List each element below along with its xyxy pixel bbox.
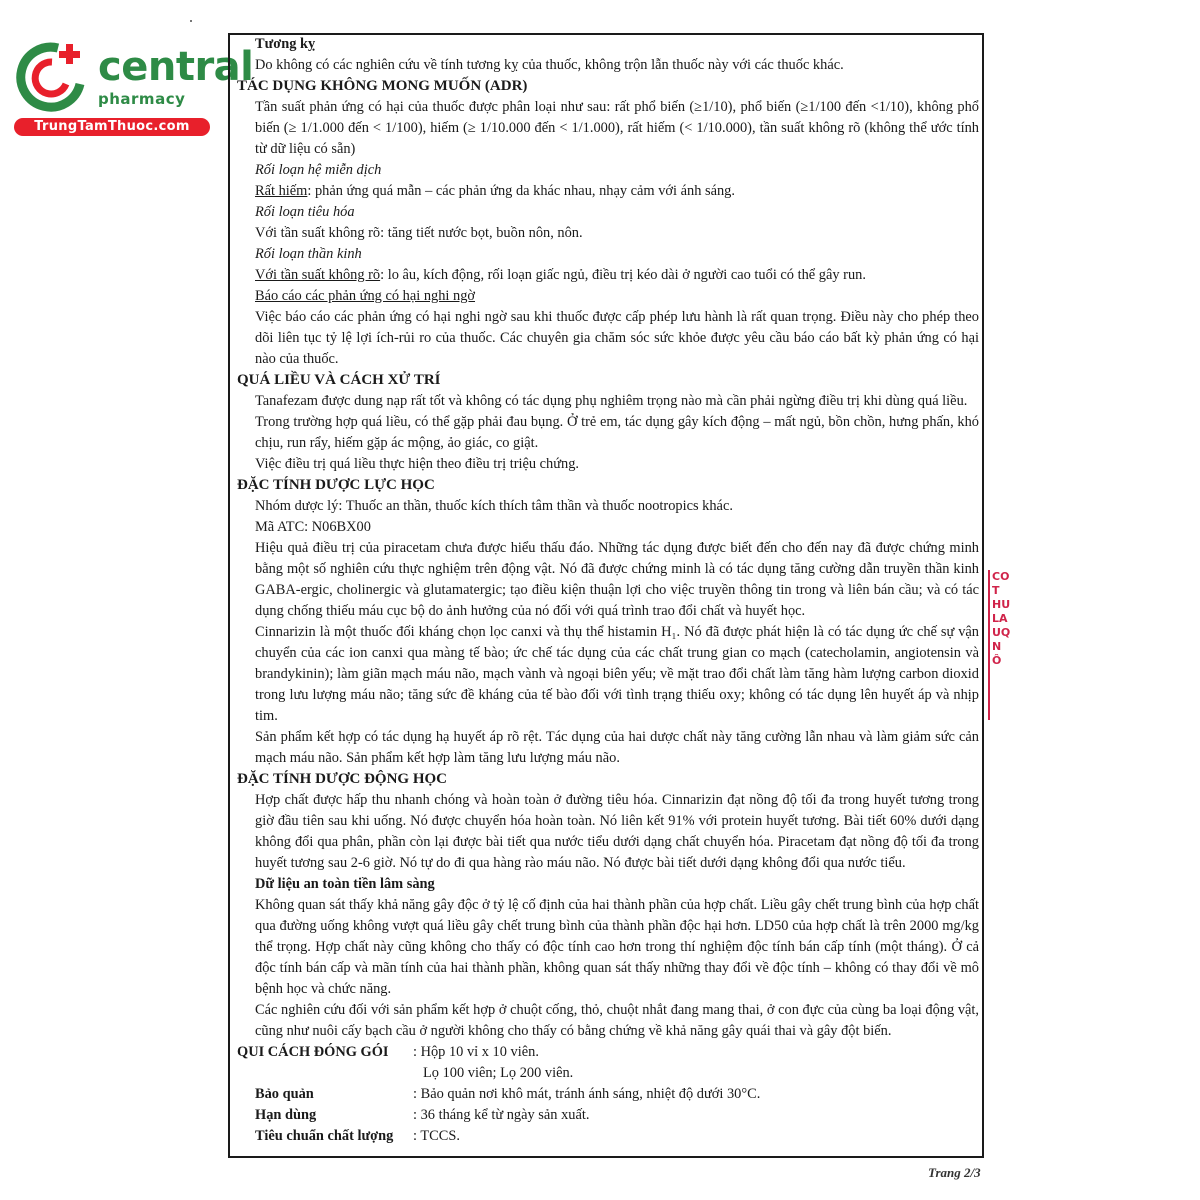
spec-packaging-value: : Hộp 10 vỉ x 10 viên.: [413, 1044, 539, 1060]
adr-neuro-title: Rối loạn thần kinh: [255, 246, 362, 262]
spec-storage: [237, 1084, 979, 1105]
adr-neuro-label: Với tần suất không rõ: [255, 267, 381, 283]
pharmacy-logo: [10, 36, 254, 136]
spec-standard: [237, 1126, 979, 1147]
pharmacodynamics-group: Nhóm dược lý: Thuốc an thần, thuốc kích thích tâm thần và thuốc nootropics khác.: [255, 498, 733, 514]
adr-intro: Tần suất phản ứng có hại của thuốc được phân loại như sau: rất phổ biến (≥1/10), phổ biến (≥1/100 đến <1/10), không phổ biến (≥ 1/1.000 đến < 1/100), hiếm (≥ 1/10.000 đến < 1/1.000), rất hiếm (< 1/10.000), tần suất không rõ (không thể ước tính từ dữ liệu có sẵn): [255, 99, 979, 157]
pharmacodynamics-title: ĐẶC TÍNH DƯỢC LỰC HỌC: [237, 477, 435, 493]
spec-standard-value: : TCCS.: [413, 1128, 460, 1144]
red-approval-stamp: CO T HU LA UQ N Ô: [988, 570, 1006, 720]
pharmacokinetics-p1: Hợp chất được hấp thu nhanh chóng và hoàn toàn ở đường tiêu hóa. Cinnarizin đạt nồng độ tối đa trong huyết tương trong giờ đầu tiên sau khi uống. Nó được chuyển hóa hoàn toàn. Nó liên kết 91% với protein huyết tương. Bài tiết 60% dưới dạng không đổi qua phân, phần còn lại được bài tiết qua nước tiểu dưới dạng chất chuyển hóa. Piracetam đạt nồng độ tối đa trong huyết tương sau 2-6 giờ. Nó tự do đi qua hàng rào máu não. Nó được bài tiết dưới dạng không đổi qua nước tiểu.: [255, 792, 979, 871]
logo-website: TrungTamThuoc.com: [14, 118, 210, 136]
adr-report-text: Việc báo cáo các phản ứng có hại nghi ngờ sau khi thuốc được cấp phép lưu hành là rất quan trọng. Điều này cho phép theo dõi liên tục tỷ lệ lợi ích-rủi ro của thuốc. Các chuyên gia chăm sóc sức khỏe được yêu cầu báo cáo bất kỳ phản ứng có hại nào của thuốc.: [255, 309, 979, 367]
adr-neuro-text: : lo âu, kích động, rối loạn giấc ngủ, điều trị kéo dài ở người cao tuổi có thể gây run.: [380, 267, 866, 283]
incompat-title: Tương kỵ: [255, 36, 316, 52]
spec-packaging-label: QUI CÁCH ĐÓNG GÓI: [237, 1044, 389, 1060]
spec-standard-label: Tiêu chuẩn chất lượng: [255, 1128, 394, 1144]
logo-c-cross-icon: [14, 40, 86, 112]
adr-neuro-item: [237, 265, 979, 286]
overdose-p3: Việc điều trị quá liều thực hiện theo điều trị triệu chứng.: [255, 456, 580, 472]
adr-gi-title: Rối loạn tiêu hóa: [255, 204, 355, 220]
scan-speck: [190, 20, 192, 22]
adr-report-title: Báo cáo các phản ứng có hại nghi ngờ: [255, 288, 476, 304]
preclinical-p1: Không quan sát thấy khả năng gây độc ở tỷ lệ cố định của hai thành phần của hợp chất. Liều gây chết trung bình của hợp chất qua đường uống không vượt quá liều gây chết trung bình của thành phần độc hại hơn. LD50 của hợp chất là trên 2000 mg/kg thể trọng. Hợp chất này cũng không cho thấy có độc tính cao hơn trong thí nghiệm độc tính bán cấp tính (một tháng). Ở cả độc tính bán cấp và mãn tính của hai thành phần, không quan sát thấy những thay đổi về độc tính – không có thay đổi về mô bệnh học và chức năng.: [255, 897, 979, 997]
pharmacodynamics-p2: Cinnarizin là một thuốc đối kháng chọn lọc canxi và thụ thể histamin H₁. Nó đã được phát hiện là có tác dụng ức chế sự vận chuyển của các ion canxi qua màng tế bào; ức chế tác dụng của các chất trung gian co mạch (catecholamin, angiotensin và brandykinin); làm giãn mạch máu não, mạch vành và ngoại biên yếu; về mặt trao đổi chất làm tăng hàm lượng carbon dioxid trong lưu lượng máu não; tăng sức đề kháng của tế bào đối với tình trạng thiếu oxy; không có tác dụng lên huyết áp và nhịp tim.: [255, 624, 979, 724]
spec-storage-label: Bảo quản: [255, 1086, 314, 1102]
overdose-p2: Trong trường hợp quá liều, có thể gặp phải đau bụng. Ở trẻ em, tác dụng gây kích động – mất ngủ, bồn chồn, hưng phấn, khó chịu, run rẩy, hiếm gặp ác mộng, ảo giác, co giật.: [255, 414, 979, 451]
pharmacodynamics-atc: Mã ATC: N06BX00: [255, 519, 371, 535]
spec-packaging: [237, 1042, 979, 1063]
spec-packaging-2: [237, 1063, 979, 1084]
logo-brand: central: [98, 44, 254, 90]
adr-immune-title: Rối loạn hệ miễn dịch: [255, 162, 382, 178]
adr-title: TÁC DỤNG KHÔNG MONG MUỐN (ADR): [237, 78, 528, 94]
incompat-text: Do không có các nghiên cứu về tính tương kỵ của thuốc, không trộn lẫn thuốc này với các thuốc khác.: [255, 57, 844, 73]
preclinical-p2: Các nghiên cứu đối với sản phẩm kết hợp ở chuột cống, thỏ, chuột nhắt đang mang thai, ở con đực của cùng ba loại động vật, cũng như nuôi cấy bạch cầu ở người không cho thấy có bằng chứng về khả năng gây quái thai và gây đột biến.: [255, 1002, 979, 1039]
document-content: [237, 34, 979, 1147]
pharmacodynamics-p3: Sản phẩm kết hợp có tác dụng hạ huyết áp rõ rệt. Tác dụng của hai dược chất này tăng cường lẫn nhau và làm giảm sức cản mạch máu não. Sản phẩm kết hợp làm tăng lưu lượng máu não.: [255, 729, 979, 766]
spec-storage-value: : Bảo quản nơi khô mát, tránh ánh sáng, nhiệt độ dưới 30°C.: [413, 1086, 761, 1102]
adr-gi-text: Với tần suất không rõ: tăng tiết nước bọt, buồn nôn, nôn.: [255, 225, 583, 241]
overdose-title: QUÁ LIỀU VÀ CÁCH XỬ TRÍ: [237, 372, 441, 388]
pharmacodynamics-p1: Hiệu quả điều trị của piracetam chưa được hiểu thấu đáo. Những tác dụng được biết đến cho đến nay đã được chứng minh bằng một số nghiên cứu thực nghiệm trên động vật. Nó đã được chứng minh là có tác dụng tăng cường dẫn truyền thần kinh GABA-ergic, cholinergic và glutamatergic; tạo điều kiện thuận lợi cho việc truyền thông tin trong và liên bán cầu; và có tác dụng chống thiếu máu cục bộ do ảnh hưởng của nó đối với quá trình trao đổi chất và huyết học.: [255, 540, 979, 619]
spec-shelf-life-label: Hạn dùng: [255, 1107, 317, 1123]
page-number: Trang 2/3: [928, 1165, 981, 1180]
overdose-p1: Tanafezam được dung nạp rất tốt và không có tác dụng phụ nghiêm trọng nào mà cần phải ngừng điều trị khi dùng quá liều.: [255, 393, 968, 409]
spec-shelf-life: [237, 1105, 979, 1126]
adr-immune-item: [237, 181, 979, 202]
pharmacokinetics-title: ĐẶC TÍNH DƯỢC ĐỘNG HỌC: [237, 771, 448, 787]
spec-shelf-life-value: : 36 tháng kể từ ngày sản xuất.: [413, 1107, 590, 1123]
adr-immune-label: Rất hiếm: [255, 183, 308, 199]
spec-packaging-value-2: Lọ 100 viên; Lọ 200 viên.: [423, 1065, 574, 1081]
preclinical-title: Dữ liệu an toàn tiền lâm sàng: [255, 876, 435, 892]
adr-immune-text: : phản ứng quá mẫn – các phản ứng da khác nhau, nhạy cảm với ánh sáng.: [307, 183, 735, 199]
logo-subtitle: pharmacy: [98, 90, 186, 108]
